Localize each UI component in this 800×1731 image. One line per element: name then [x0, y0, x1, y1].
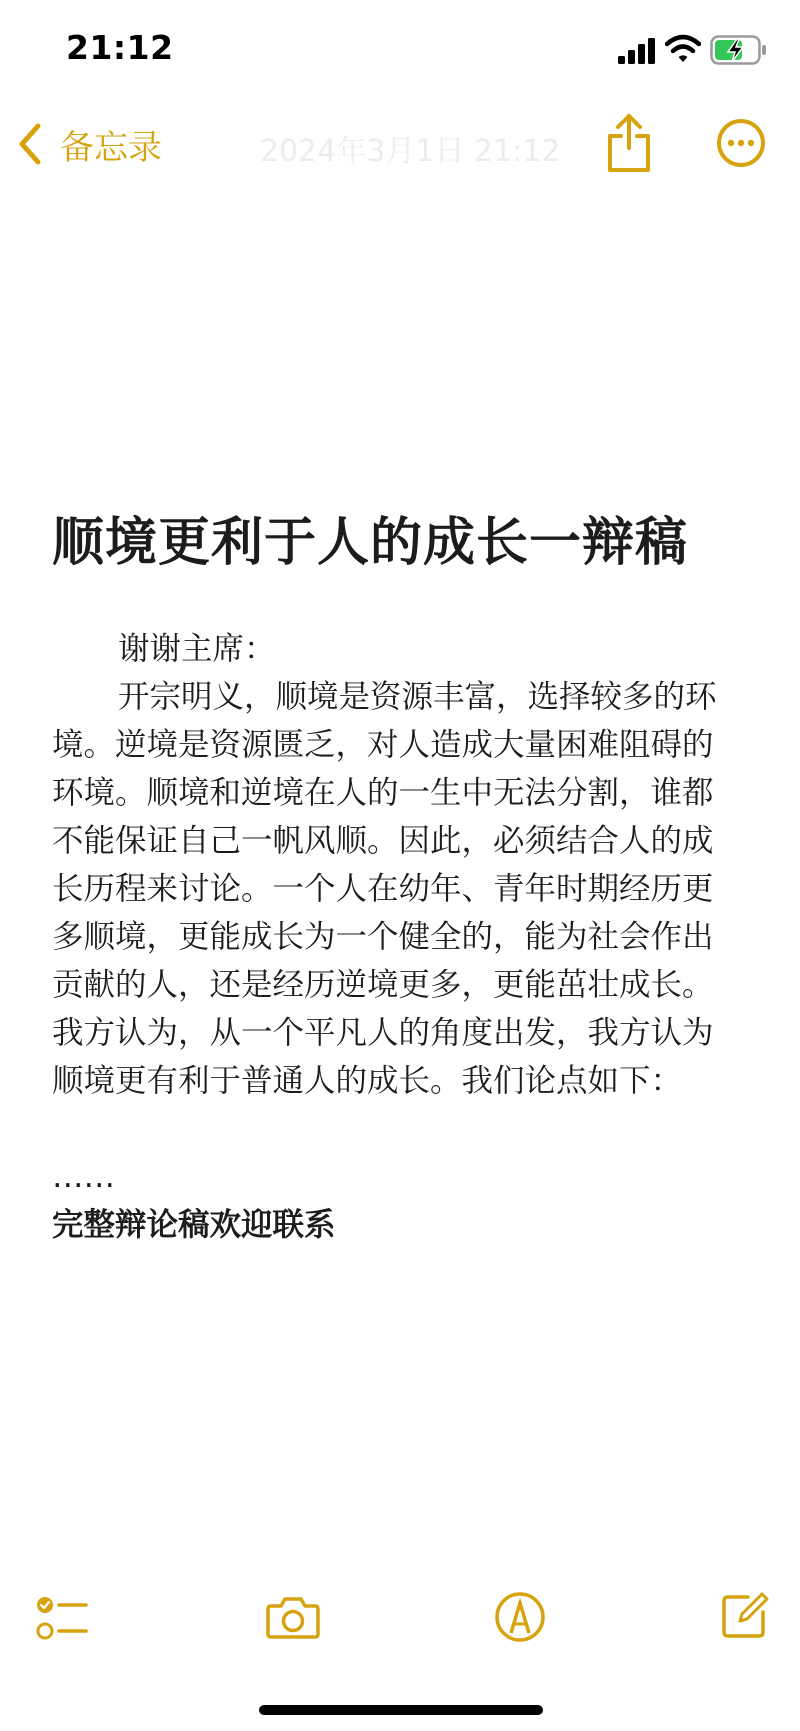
back-button[interactable]	[16, 118, 162, 170]
signal-icon	[618, 38, 656, 64]
compose-icon[interactable]	[720, 1590, 770, 1640]
note-ellipsis: ……	[52, 1159, 115, 1195]
note-date: 2024年3月1日 21:12	[260, 134, 561, 169]
note-contact-line: 完整辩论稿欢迎联系	[52, 1207, 336, 1243]
share-icon[interactable]	[605, 112, 653, 174]
back-label: 备忘录	[60, 127, 162, 168]
more-icon[interactable]	[716, 118, 766, 168]
status-bar	[0, 0, 800, 100]
note-body[interactable]	[52, 625, 732, 1249]
nav-bar	[0, 100, 800, 190]
home-indicator[interactable]	[259, 1705, 543, 1715]
markup-icon[interactable]	[494, 1591, 546, 1643]
chevron-left-icon	[16, 121, 44, 167]
battery-icon	[710, 35, 768, 65]
wifi-icon	[665, 34, 701, 64]
status-time: 21:12	[66, 28, 174, 67]
checklist-icon[interactable]	[36, 1594, 90, 1642]
note-paragraph: 开宗明义，顺境是资源丰富，选择较多的环境。逆境是资源匮乏，对人造成大量困难阻碍的环境。顺境和逆境在人的一生中无法分割，谁都不能保证自己一帆风顺。因此，必须结合人的成长历程来讨论。一个人在幼年、青年时期经历更多顺境，更能成长为一个健全的，能为社会作出贡献的人，还是经历逆境更多，更能茁壮成长。我方认为，从一个平凡人的角度出发，我方认为顺境更有利于普通人的成长。我们论点如下：	[52, 679, 717, 1099]
note-paragraph: 谢谢主席：	[118, 631, 276, 667]
note-title[interactable]: 顺境更利于人的成长一辩稿	[52, 513, 689, 573]
paragraph-gap	[52, 1105, 732, 1153]
camera-icon[interactable]	[265, 1594, 321, 1640]
